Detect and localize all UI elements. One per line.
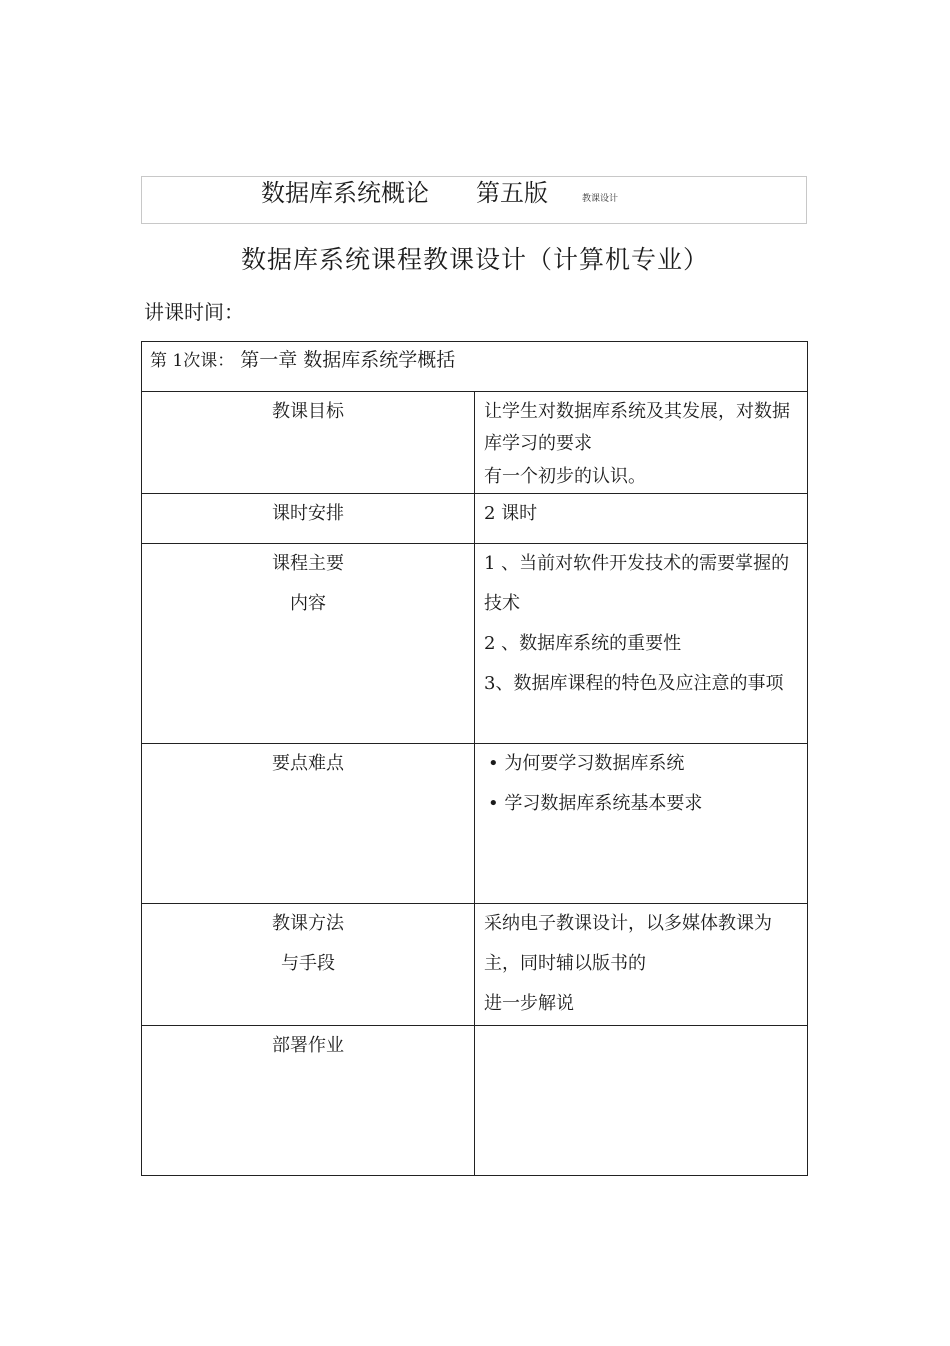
row-content-empty — [475, 1026, 808, 1176]
content-line: 2 课时 — [484, 503, 538, 524]
row-label — [142, 904, 475, 1026]
header-small-label: 教课设计 — [582, 194, 619, 204]
row-label — [142, 544, 475, 744]
content-line: 有一个初步的认识。 — [484, 466, 646, 487]
row-label — [142, 392, 475, 494]
header-title: 数据库系统概论 — [261, 179, 429, 207]
bullet-item: • 为何要学习数据库系统 — [488, 753, 685, 774]
row-content — [475, 494, 808, 544]
row-label-text: 教课目标 — [272, 401, 344, 422]
table-row-hours — [142, 494, 808, 544]
row-label-text: 内容 — [290, 593, 326, 614]
row-label-text: 课时安排 — [272, 503, 344, 524]
row-label — [142, 494, 475, 544]
content-line: 让学生对数据库系统及其发展，对数据库学习的要求 — [484, 401, 790, 454]
page-title: 数据库系统课程教课设计（计算机专业） — [240, 245, 709, 274]
content-line: 进一步解说 — [484, 993, 574, 1014]
row-label-text: 课程主要 — [272, 553, 344, 574]
content-line: 3、数据库课程的特色及应注意的事项 — [484, 673, 784, 694]
row-label-text: 教课方法 — [272, 913, 344, 934]
content-line: 采纳电子教课设计，以多媒体教课为主，同时辅以版书的 — [484, 913, 772, 974]
row-content — [475, 744, 808, 904]
bullet-item: • 学习数据库系统基本要求 — [488, 793, 703, 814]
row-label-text: 要点难点 — [272, 753, 344, 774]
row-content — [475, 904, 808, 1026]
row-label-text: 部署作业 — [272, 1035, 344, 1056]
lesson-title: 第一章 数据库系统学概括 — [240, 349, 456, 371]
row-content — [475, 392, 808, 494]
table-row-homework — [142, 1026, 808, 1176]
content-line: 2 、数据库系统的重要性 — [484, 633, 682, 654]
table-row-methods — [142, 904, 808, 1026]
lesson-header-row — [142, 342, 808, 392]
content-line: 1 、当前对软件开发技术的需要掌握的技术 — [484, 553, 790, 614]
table-row-goal — [142, 392, 808, 494]
table-row-key-points — [142, 744, 808, 904]
row-content — [475, 544, 808, 744]
lecture-time-label: 讲课时间： — [144, 300, 244, 324]
row-label — [142, 744, 475, 904]
lesson-plan-table — [141, 341, 808, 1176]
lesson-header-cell — [142, 342, 808, 392]
row-label-text: 与手段 — [281, 953, 335, 974]
row-label — [142, 1026, 475, 1176]
header-edition: 第五版 — [476, 179, 548, 207]
header-box — [141, 176, 807, 224]
table-row-main-content — [142, 544, 808, 744]
lesson-number: 第 1次课： — [150, 351, 235, 371]
